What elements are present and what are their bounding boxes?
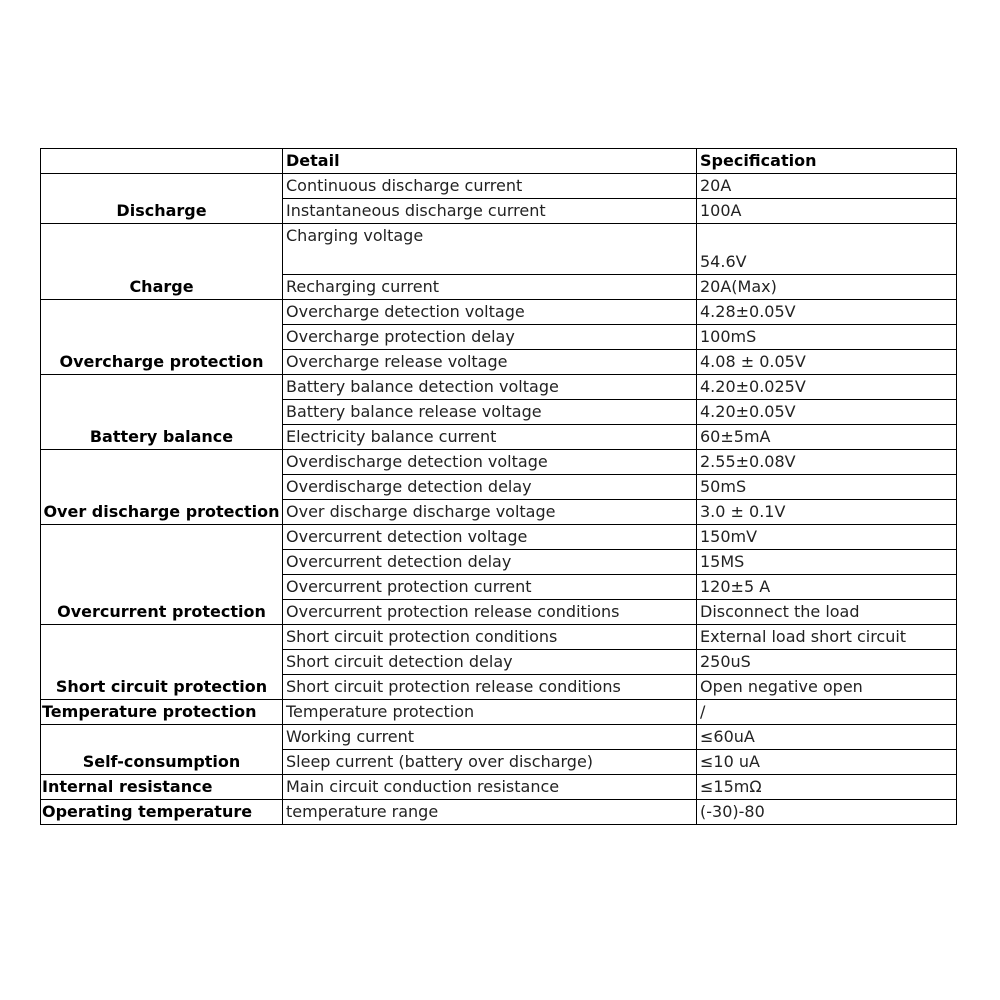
spec-cell: 100mS <box>697 325 957 350</box>
table-row <box>41 525 957 550</box>
header-row <box>41 149 957 174</box>
spec-cell: 250uS <box>697 650 957 675</box>
table-row <box>41 174 957 199</box>
detail-cell: Short circuit protection conditions <box>283 625 697 650</box>
detail-cell: Temperature protection <box>283 700 697 725</box>
header-detail: Detail <box>283 149 697 174</box>
detail-cell: Over discharge discharge voltage <box>283 500 697 525</box>
table-row <box>41 224 957 275</box>
category-temperature-protection: Temperature protection <box>41 700 283 725</box>
spec-cell: (-30)-80 <box>697 800 957 825</box>
spec-cell: ≤10 uA <box>697 750 957 775</box>
spec-cell: 50mS <box>697 475 957 500</box>
category-overcharge-protection: Overcharge protection <box>41 300 283 375</box>
table-row <box>41 700 957 725</box>
detail-cell: Overcurrent detection voltage <box>283 525 697 550</box>
detail-cell: Overcurrent protection current <box>283 575 697 600</box>
detail-cell: Overcurrent protection release conditions <box>283 600 697 625</box>
spec-cell: 60±5mA <box>697 425 957 450</box>
spec-cell: 150mV <box>697 525 957 550</box>
category-discharge: Discharge <box>41 174 283 224</box>
spec-cell: ≤60uA <box>697 725 957 750</box>
spec-cell: Disconnect the load <box>697 600 957 625</box>
detail-cell: Electricity balance current <box>283 425 697 450</box>
detail-cell: Charging voltage <box>283 224 697 275</box>
category-internal-resistance: Internal resistance <box>41 775 283 800</box>
detail-cell: Overdischarge detection delay <box>283 475 697 500</box>
spec-cell: 3.0 ± 0.1V <box>697 500 957 525</box>
detail-cell: Short circuit protection release conditions <box>283 675 697 700</box>
category-self-consumption: Self-consumption <box>41 725 283 775</box>
spec-cell: 100A <box>697 199 957 224</box>
spec-cell: 15MS <box>697 550 957 575</box>
spec-cell: / <box>697 700 957 725</box>
detail-cell: Working current <box>283 725 697 750</box>
table-row <box>41 375 957 400</box>
spec-cell: External load short circuit <box>697 625 957 650</box>
spec-cell: 4.28±0.05V <box>697 300 957 325</box>
spec-cell: ≤15mΩ <box>697 775 957 800</box>
detail-cell: Overdischarge detection voltage <box>283 450 697 475</box>
spec-cell: 2.55±0.08V <box>697 450 957 475</box>
detail-cell: Battery balance detection voltage <box>283 375 697 400</box>
detail-cell: Continuous discharge current <box>283 174 697 199</box>
spec-cell: 4.08 ± 0.05V <box>697 350 957 375</box>
header-specification: Specification <box>697 149 957 174</box>
spec-cell: 120±5 A <box>697 575 957 600</box>
spec-cell: Open negative open <box>697 675 957 700</box>
spec-cell: 54.6V <box>697 224 957 275</box>
detail-cell: Overcharge protection delay <box>283 325 697 350</box>
specification-table <box>40 148 957 825</box>
category-charge: Charge <box>41 224 283 300</box>
detail-cell: Battery balance release voltage <box>283 400 697 425</box>
detail-cell: Overcharge detection voltage <box>283 300 697 325</box>
category-operating-temperature: Operating temperature <box>41 800 283 825</box>
table-row <box>41 725 957 750</box>
table-row <box>41 450 957 475</box>
header-category <box>41 149 283 174</box>
detail-cell: Main circuit conduction resistance <box>283 775 697 800</box>
detail-cell: Short circuit detection delay <box>283 650 697 675</box>
table-row <box>41 625 957 650</box>
category-over-discharge-protection: Over discharge protection <box>41 450 283 525</box>
spec-cell: 20A(Max) <box>697 275 957 300</box>
detail-cell: temperature range <box>283 800 697 825</box>
detail-cell: Recharging current <box>283 275 697 300</box>
detail-cell: Overcurrent detection delay <box>283 550 697 575</box>
detail-cell: Overcharge release voltage <box>283 350 697 375</box>
category-short-circuit-protection: Short circuit protection <box>41 625 283 700</box>
table-row <box>41 775 957 800</box>
spec-cell: 20A <box>697 174 957 199</box>
table-row <box>41 800 957 825</box>
detail-cell: Instantaneous discharge current <box>283 199 697 224</box>
table-row <box>41 300 957 325</box>
spec-cell: 4.20±0.025V <box>697 375 957 400</box>
spec-cell: 4.20±0.05V <box>697 400 957 425</box>
detail-cell: Sleep current (battery over discharge) <box>283 750 697 775</box>
category-overcurrent-protection: Overcurrent protection <box>41 525 283 625</box>
category-battery-balance: Battery balance <box>41 375 283 450</box>
